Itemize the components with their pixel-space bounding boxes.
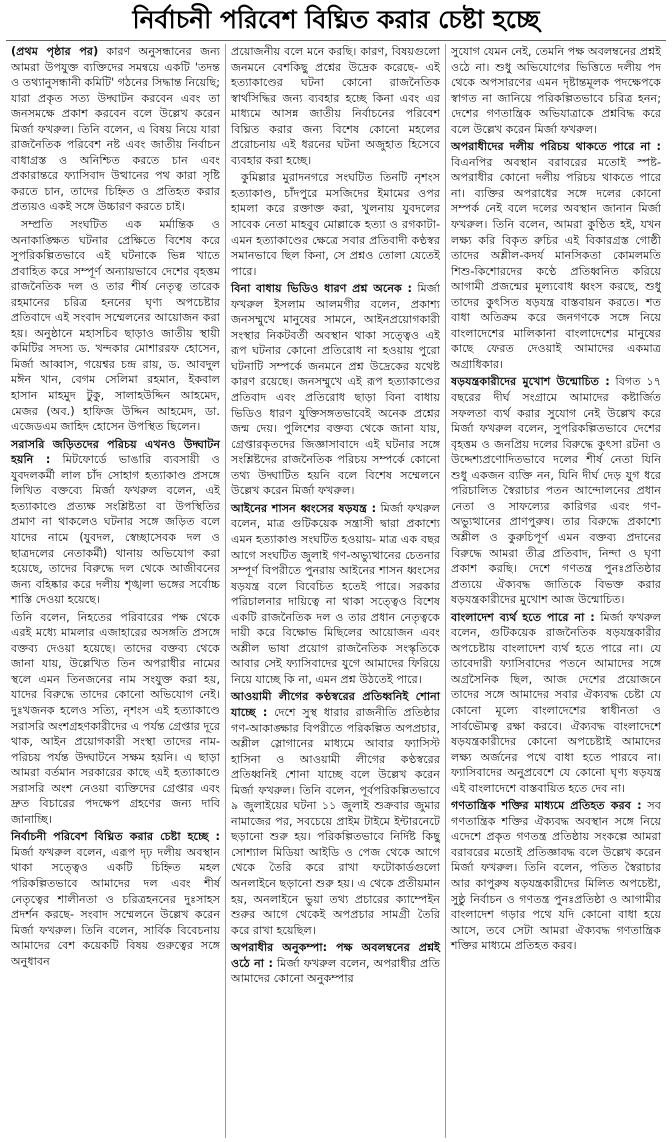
subheading: সরাসরি জড়িতদের পরিচয় এখনও উদ্ঘাটন হয়নি : [11, 437, 220, 467]
paragraph-text: সম্প্রতি সংঘটিত এক মর্মান্তিক ও অনাকাঙ্ক্ষিত ঘটনার প্রেক্ষিতে বিশেষ করে সুপরিকল্পিতভাবে এই ঘটনাকে ভিন্ন খাতে প্রবাহিত করে সম্পূর্ণ অন্যায়ভাবে দেশের বৃহত্তম রাজনৈতিক দল ও তার শীর্ষ নেতৃত্ব তারেক রহমানের চরিত্র হননের ঘৃণ্য অপচেষ্টার প্রতিবাদে এই সংবাদ সম্মেলনের আয়োজন করা হয়। অনুষ্ঠানে মহাসচিব ছাড়াও জাতীয় স্থায়ী কমিটির সদস্য ড. খন্দকার মোশাররফ হোসেন, মির্জা আব্বাস, গয়েশ্বর চন্দ্র রায়, ড. আবদুল মঈন খান, বেগম সেলিমা রহমান, ইকবাল হাসান মাহমুদ টুকু, সালাহউদ্দিন আহমেদ, মেজর (অব.) হাফিজ উদ্দিন আহমেদ, ডা. এজেডএম জাহিদ হোসেন উপস্থিত ছিলেন। [11, 218, 220, 434]
subheading: (প্রথম পৃষ্ঠার পর) [11, 45, 99, 58]
article-paragraph [11, 44, 220, 215]
subheading: অপরাধীর অনুকম্পা: পক্ষ অবলম্বনের প্রশ্নই ওঠে না : [231, 941, 440, 970]
subheading: বাংলাদেশ ব্যর্থ হতে পারে না : [451, 610, 595, 624]
article-paragraph [231, 689, 440, 938]
article-paragraph [451, 798, 661, 953]
column-3 [446, 44, 666, 1138]
paragraph-text: বিএনপির অবস্থান বরাবরের মতোই স্পষ্ট- অপরাধীর কোনো দলীয় পরিচয় থাকতে পারে না। ব্যক্তির অপরাধের সঙ্গে দলের কোনো সম্পর্ক নেই বলে দলের অবস্থান জানান মির্জা ফখরুল। তিনি বলেন, আমরা কুণ্ঠিত হই, যখন লক্ষ্য করি বিকৃত রুচির এই বিকারগ্রস্ত গোষ্ঠী তাদের অশ্লীল-কদর্য মানসিকতা কোমলমতি শিশু-কিশোরদের কণ্ঠে প্রতিধ্বনিত করিয়ে আগামী প্রজন্মের মূল্যবোধ ধ্বংস করছে, শুধু তাদের কুৎসিত ষড়যন্ত্র বাস্তবায়ন করতে। শত বাধা অতিক্রম করে জনগণকে সঙ্গে নিয়ে বাংলাদেশের মালিকানা বাংলাদেশের মানুষের কাছে ফেরত দেওয়াই আমাদের একমাত্র অগ্রাধিকার। [451, 155, 661, 371]
paragraph-text: তিনি বলেন, নিহতের পরিবারের পক্ষ থেকে এরই মধ্যে মামলার এজাহারের অসঙ্গতি প্রসঙ্গে বক্তব্য দেওয়া হয়েছে। তাদের বক্তব্য থেকে জানা যায়, উল্লেখিত তিন অপরাধীর নামের স্থলে এমন তিনজনের নাম সংযুক্ত করা হয়, যাদের বিরুদ্ধে তাদের কোনো অভিযোগ নেই। দুঃখজনক হলেও সত্যি, নৃশংস এই হত্যাকাণ্ডে সরাসরি অংশগ্রহণকারীদের এ পর্যন্ত গ্রেপ্তার দূরে থাক, আইন প্রয়োগকারী সংস্থা তাদের নাম-পরিচয় পর্যন্ত উদ্ঘাটনে সক্ষম হয়নি। এ ছাড়া আমরা বর্তমান সরকারের কাছে এই হত্যাকাণ্ডে সরাসরি অংশ নেওয়া ব্যক্তিদের গ্রেপ্তার এবং দ্রুত বিচারের পদক্ষেপ গ্রহণের জন্য দাবি জানাচ্ছি। [11, 610, 220, 826]
article-paragraph [231, 940, 440, 987]
article-columns [6, 44, 666, 1138]
article-paragraph [11, 610, 220, 828]
subheading: ষড়যন্ত্রকারীদের মুখোশ উন্মোচিত : [451, 375, 610, 389]
article-paragraph [451, 610, 661, 797]
paragraph-text: সব গণতান্ত্রিক শক্তির ঐক্যবদ্ধ অবস্থান সঙ্গে নিয়ে এদেশে প্রকৃত গণতন্ত্র প্রতিষ্ঠায় সংকল্পে আমরা বরাবরের মতোই প্রতিজ্ঞাবদ্ধ বলে উল্লেখ করেন মির্জা ফখরুল। তিনি বলেন, পতিত স্বৈরাচার আর কাপুরুষ ষড়যন্ত্রকারীদের মিলিত অপচেষ্টা, সুষ্ঠু নির্বাচন ও গণতন্ত্র পুনঃপ্রতিষ্ঠা ও আগামীর বাংলাদেশ গড়ার পথে যদি কোনো বাধা হয়ে আসে, তবে সেটা আমরা ঐক্যবদ্ধ গণতান্ত্রিক শক্তির মাধ্যমে প্রতিহত করব। [451, 799, 661, 953]
paragraph-text: মির্জা ফখরুল বলেন, মাত্র গুটিকয়েক সন্ত্রাসী দ্বারা প্রকাশ্যে এমন হত্যাকাণ্ড সংঘটিত হওয়ায়- মাত্র এক বছর আগে সংঘটিত জুলাই গণ-অভ্যুত্থানের চেতনার সম্পূর্ণ বিপরীতে পুনরায় আইনের শাসন ধ্বংসের ষড়যন্ত্র বলে বিবেচিত হতেই পারে। সরকার পরিচালনার দায়িত্বে না থাকা সত্ত্বেও বিশেষ একটি রাজনৈতিক দল ও তার প্রধান নেতৃত্বকে দায়ী করে বিক্ষোভ মিছিলের আয়োজন এবং অশ্লীল ভাষা প্রয়োগ রাজনৈতিক সংস্কৃতিকে আবার সেই ফ্যাসিবাদের যুগে আমাদের ফিরিয়ে নিয়ে যাচ্ছে কি না, এমন প্রশ্ন উঠতেই পারে। [231, 501, 440, 686]
article-paragraph [231, 44, 440, 168]
subheading: গণতান্ত্রিক শক্তির মাধ্যমে প্রতিহত করব : [451, 799, 642, 813]
paragraph-text: মিটফোর্ডে ভাঙারি ব্যবসায়ী ও যুবদলকর্মী লাল চাঁদ সোহাগ হত্যাকাণ্ড প্রসঙ্গে লিখিত বক্তব্যে মির্জা ফখরুল বলেন, এই হত্যাকাণ্ডে প্রত্যক্ষ সংশ্লিষ্টতা বা উপস্থিতির প্রমাণ না থাকলেও ঘটনার সঙ্গে জড়িত বলে যাদের নামে (যুবদল, স্বেচ্ছাসেবক দল ও ছাত্রদলের নেতাকর্মী) থানায় অভিযোগ করা হয়েছে, তাদের বিরুদ্ধে দল থেকে আজীবনের জন্য বহিষ্কার করে দলীয় শৃঙ্খলা ভঙ্গের সর্বোচ্চ শাস্তি দেওয়া হয়েছে। [11, 453, 221, 607]
article-paragraph [231, 501, 440, 688]
paragraph-text: মির্জা ফখরুল বলেন, গুটিকয়েক রাজনৈতিক ষড়যন্ত্রকারীর অপচেষ্টায় বাংলাদেশ ব্যর্থ হতে পারে না। যে তাবেদারী ফ্যাসিবাদের পতনে আমাদের সঙ্গে অগ্রসৈনিক ছিল, আজ দেশের প্রয়োজনে তাদের সঙ্গে আমাদের সবার ঐক্যবদ্ধ চেষ্টা যে কোনো মূল্যে বাংলাদেশের স্বাধীনতা ও সার্বভৌমত্ব রক্ষা করবে। ঐক্যবদ্ধ বাংলাদেশে ষড়যন্ত্রকারীদের কোনো অপচেষ্টাই আমাদের লক্ষ্য অর্জনের পথে বাধা হতে পারবে না। ফ্যাসিবাদের অনুপ্রবেশে যে কোনো ঘৃণ্য ষড়যন্ত্র এই বাংলাদেশে বাস্তবায়িত হতে দেব না। [451, 610, 661, 795]
article-paragraph [11, 217, 220, 435]
article-paragraph [451, 44, 661, 137]
article-paragraph [451, 139, 661, 372]
subheading: আওয়ামী লীগের কণ্ঠস্বরের প্রতিধ্বনিই শোনা যাচ্ছে : [231, 690, 440, 719]
paragraph-text: কুমিল্লার মুরাদনগরে সংঘটিত তিনটি নৃশংস হত্যাকাণ্ড, চাঁদপুরে মসজিদের ইমামের ওপর হামলা করে রক্তাক্ত করা, খুলনায় যুবদলের সাবেক নেতা মাহবুব মোল্লাকে হত্যা ও রগকাটা- এমন হত্যাকাণ্ডের ক্ষেত্রে সবার প্রতিবাদী কণ্ঠস্বর সমানভাবে ছিল কিনা, সে প্রশ্নও তোলা যেতেই পারে। [231, 171, 440, 278]
subheading: বিনা বাধায় ভিডিও ধারণ প্রশ্ন অনেক : [231, 282, 413, 296]
paragraph-text: কারণ অনুসন্ধানের জন্য আমরা উপযুক্ত ব্যক্তিদের সমন্বয়ে একটি 'তদন্ত ও তথ্যানুসন্ধানী কমিটি' গঠনের সিদ্ধান্ত নিয়েছি; যারা প্রকৃত সত্য উদ্ঘাটন করবেন এবং তা জনসমক্ষে প্রকাশ করবেন বলে উল্লেখ করেন মির্জা ফখরুল। তিনি বলেন, এ বিষয় নিয়ে যারা রাজনৈতিক পরিবেশ নষ্ট এবং জাতীয় নির্বাচন বাধাগ্রস্ত ও অনিশ্চিত করতে চান এবং প্রকারান্তরে ফ্যাসিবাদ উত্থানের পথ কারা সৃষ্টি করতে চান, তাদের চিহ্নিত ও প্রতিহত করার প্রত্যয়ও একই সঙ্গে উচ্চারণ করতে চাই। [11, 45, 220, 214]
paragraph-text: বিগত ১৭ বছরের দীর্ঘ সংগ্রামে আমাদের কষ্টার্জিত সফলতা ব্যর্থ করার সুযোগ নেই উল্লেখ করে মির্জা ফখরুল বলেন, সুপরিকল্পিতভাবে দেশের বৃহত্তম ও জনপ্রিয় দলের বিরুদ্ধে কুৎসা রটনা ও উদ্দেশ্যপ্রণোদিতভাবে দলের শীর্ষ নেতা যিনি শুধু একজন ব্যক্তি নন, যিনি দীর্ঘ দেড় যুগ ধরে পরিচালিত স্বৈরাচার পতন আন্দোলনের প্রধান নেতা ও সাফল্যের কারিগর এবং গণ-অভ্যুত্থানের প্রাণপুরুষ। তার বিরুদ্ধে প্রকাশ্যে অশ্লীল ও কুরুচিপূর্ণ এমন বক্তব্য প্রদানের বিরুদ্ধে আমরা তীব্র প্রতিবাদ, নিন্দা ও ঘৃণা প্রকাশ করছি। দেশে গণতন্ত্র পুনঃপ্রতিষ্ঠার প্রত্যয়ে ঐক্যবদ্ধ জাতিকে বিভক্ত করার ষড়যন্ত্রকারীদের মুখোশ আজ উন্মোচিত। [451, 375, 661, 607]
column-1 [6, 44, 226, 1138]
column-2 [226, 44, 446, 1138]
article-paragraph [231, 170, 440, 279]
paragraph-text: মির্জা ফখরুল ইসলাম আলমগীর বলেন, প্রকাশ্য জনসম্মুখে মানুষের সামনে, আইনপ্রয়োগকারী সংস্থার নিকটবর্তী অবস্থান থাকা সত্ত্বেও এই রূপ ঘটনার কোনো প্রতিরোধ না হওয়ায় পুরো ঘটনাটি সম্পর্কে জনমনে প্রশ্ন উদ্রেকের যথেষ্ট কারণ রয়েছে। জনসম্মুখে এই রূপ হত্যাকাণ্ডের প্রতিবাদ এবং প্রতিরোধ ছাড়া বিনা বাধায় ভিডিও ধারণ যুক্তিসঙ্গতভাবেই অনেক প্রশ্নের জন্ম দেয়। পুলিশের বক্তব্য থেকে জানা যায়, গ্রেপ্তারকৃতদের জিজ্ঞাসাবাদে এই ঘটনার সঙ্গে সংশ্লিষ্টদের রাজনৈতিক পরিচয় সম্পর্কে কোনো তথ্য উদ্ঘাটিত হয়নি বলে বিশেষ সম্মেলনে উল্লেখ করেন মির্জা ফখরুল। [231, 282, 440, 498]
paragraph-text: প্রয়োজনীয় বলে মনে করছি। কারণ, বিষয়গুলো জনমনে বেশকিছু প্রশ্নের উদ্রেক করেছে- এই হত্যাকাণ্ডের ঘটনা কোনো রাজনৈতিক স্বার্থসিদ্ধির জন্য ব্যবহার হচ্ছে কিনা এবং এর মাধ্যমে আসন্ন জাতীয় নির্বাচনের পরিবেশ বিঘ্নিত করার জন্য বিশেষ কোনো মহলের প্ররোচনায় এই ধরনের ঘটনা অজুহাত হিসেবে ব্যবহার করা হচ্ছে। [231, 45, 440, 167]
headline: নির্বাচনী পরিবেশ বিঘ্নিত করার চেষ্টা হচ্ছে [6, 0, 666, 41]
article-paragraph [231, 281, 440, 499]
article-paragraph [11, 829, 220, 969]
paragraph-text: মির্জা ফখরুল বলেন, এরূপ দৃঢ় দলীয় অবস্থান থাকা সত্ত্বেও একটি চিহ্নিত মহল পরিকল্পিতভাবে আমাদের দল এবং শীর্ষ নেতৃত্বের শালীনতা ও চরিত্রহননের দুঃসাহস প্রদর্শন করছে- সংবাদ সম্মেলনে উল্লেখ করেন মির্জা ফখরুল। তিনি বলেন, সার্বিক বিবেচনায় আমাদের বেশ কয়েকটি বিষয় গুরুত্বের সঙ্গে অনুধাবন [11, 845, 220, 968]
subheading: নির্বাচনী পরিবেশ বিঘ্নিত করার চেষ্টা হচ্ছে : [11, 830, 220, 844]
paragraph-text: দেশে সুস্থ ধারার রাজনীতি প্রতিষ্ঠার গণ-আকাঙ্ক্ষার বিপরীতে পরিকল্পিত অপপ্রচার, অশ্লীল স্লোগানের মাধ্যমে আবার ফ্যাসিস্ট হাসিনা ও আওয়ামী লীগের কণ্ঠস্বরের প্রতিধ্বনিই শোনা যাচ্ছে বলে উল্লেখ করেন মির্জা ফখরুল। তিনি বলেন, পূর্বপরিকল্পিতভাবে ৯ জুলাইয়ের ঘটনা ১১ জুলাই শুক্রবার জুমার নামাজের পর, সবচেয়ে প্রাইম টাইমে ইন্টারনেটে ছড়ানো শুরু হয়। পরিকল্পিতভাবে নির্দিষ্ট কিছু সোশ্যাল মিডিয়া আইডি ও পেজ থেকে আগে থেকে তৈরি করে রাখা ফটোকার্ডগুলো অনলাইনে ছড়ানো শুরু হয়। এ থেকে প্রতীয়মান হয়, অনলাইনে ভুয়া তথ্য প্রচারের ক্যাম্পেইন শুরুর আগে থেকেই অপপ্রচার সামগ্রী তৈরি করে রাখা হয়েছিল। [231, 705, 440, 937]
paragraph-text: সুযোগ যেমন নেই, তেমনি পক্ষ অবলম্বনের প্রশ্নই ওঠে না। শুধু অভিযোগের ভিত্তিতে দলীয় পদ থেকে অপসারণের এমন দৃষ্টান্তমূলক পদক্ষেপকে স্বাগত না জানিয়ে পরিকল্পিতভাবে চরিত্র হনন; দেশের গণতান্ত্রিক অভিযাত্রাকে প্রশ্নবিদ্ধ করে বলে উল্লেখ করেন মির্জা ফখরুল। [451, 45, 661, 136]
subheading: অপরাধীদের দলীয় পরিচয় থাকতে পারে না : [451, 140, 661, 154]
subheading: আইনের শাসন ধ্বংসের ষড়যন্ত্র : [231, 501, 377, 515]
article-paragraph [451, 374, 661, 607]
paragraph-text: মির্জা ফখরুল বলেন, অপরাধীর প্রতি আমাদের কোনো অনুকম্পার [231, 956, 440, 986]
article-paragraph [11, 437, 220, 608]
